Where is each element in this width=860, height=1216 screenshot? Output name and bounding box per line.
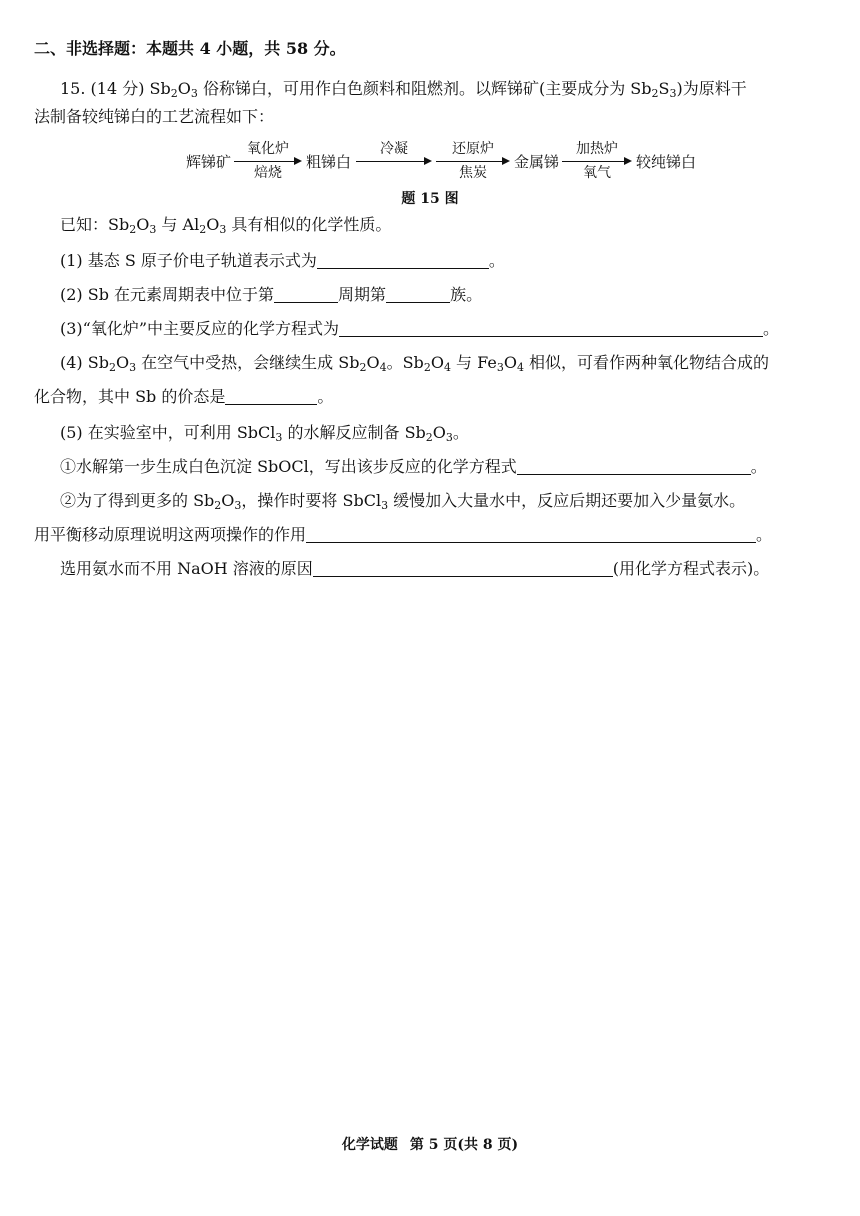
figure-caption: 题 15 图 xyxy=(401,191,459,207)
answer-blank[interactable] xyxy=(306,526,756,543)
part-5-2: ②为了得到更多的 $Sb_2O_3$，操作时要将 SbCl$_3$ 缓慢加入大量水中，反应后期还要加入少量氨水。 xyxy=(60,491,746,512)
footer-page-number: 第 5 页(共 8 页) xyxy=(409,1137,519,1153)
part-5-3: 选用氨水而不用 NaOH 溶液的原因 (用化学方程式表示)。 xyxy=(60,559,770,578)
flow-arrow-label-bottom: 焦炭 xyxy=(459,165,487,181)
answer-blank[interactable] xyxy=(517,458,751,475)
flow-arrow-label-top: 加热炉 xyxy=(576,141,618,157)
flow-arrow-label-top: 氧化炉 xyxy=(247,141,289,157)
answer-blank[interactable] xyxy=(313,560,613,577)
known-condition: 已知：$Sb_2O_3$ 与 $Al_2O_3$ 具有相似的化学性质。 xyxy=(60,215,392,236)
flow-node-crude: 粗锑白 xyxy=(306,153,352,171)
part-5-2-cont: 用平衡移动原理说明这两项操作的作用 。 xyxy=(34,525,773,544)
part-5-1: ①水解第一步生成白色沉淀 SbOCl，写出该步反应的化学方程式 。 xyxy=(60,457,767,476)
flow-node-product: 较纯锑白 xyxy=(636,153,697,171)
flow-arrow-oxidation xyxy=(234,140,302,184)
flow-arrow-label-bottom: 焙烧 xyxy=(254,165,282,181)
part-2: (2) Sb 在元素周期表中位于第 周期第 族。 xyxy=(60,285,483,304)
process-flow-diagram xyxy=(186,140,706,184)
part-4: (4) $Sb_2O_3$ 在空气中受热，会继续生成 $Sb_2O_4$。$Sb_2O_4$ 与 $Fe_3O_4$ 相似，可看作两种氧化物结合成的 xyxy=(60,353,770,374)
question-15-intro-cont: 法制备较纯锑白的工艺流程如下： xyxy=(34,107,275,126)
section-title: 二、非选择题：本题共 4 小题，共 58 分。 xyxy=(34,39,346,58)
footer-subject: 化学试题 xyxy=(341,1137,398,1153)
part-5: (5) 在实验室中，可利用 SbCl$_3$ 的水解反应制备 $Sb_2O_3$。 xyxy=(60,423,469,444)
flow-arrow-label-bottom: 氧气 xyxy=(583,165,611,181)
page-footer xyxy=(0,1134,860,1154)
question-15-intro: 15. (14 分) $Sb_2O_3$ 俗称锑白，可用作白色颜料和阻燃剂。以辉锑矿(主要成分为 $Sb_2S_3$)为原料干 xyxy=(60,79,747,100)
answer-blank[interactable] xyxy=(386,286,450,303)
flow-node-ore: 辉锑矿 xyxy=(186,153,232,171)
flow-arrow-heating xyxy=(562,140,632,184)
part-3: (3)“氧化炉”中主要反应的化学方程式为 。 xyxy=(60,319,780,338)
answer-blank[interactable] xyxy=(225,388,317,405)
flow-arrow-reduction xyxy=(436,140,510,184)
flow-arrow-label-top: 冷凝 xyxy=(380,141,408,157)
answer-blank[interactable] xyxy=(339,320,763,337)
part-4-cont: 化合物，其中 Sb 的价态是 。 xyxy=(34,387,334,406)
answer-blank[interactable] xyxy=(317,252,489,269)
flow-arrow-label-top: 还原炉 xyxy=(452,141,494,157)
flow-arrow-condense xyxy=(356,140,432,184)
flow-node-metal: 金属锑 xyxy=(514,153,560,171)
answer-blank[interactable] xyxy=(274,286,338,303)
part-1: (1) 基态 S 原子价电子轨道表示式为 。 xyxy=(60,251,505,270)
